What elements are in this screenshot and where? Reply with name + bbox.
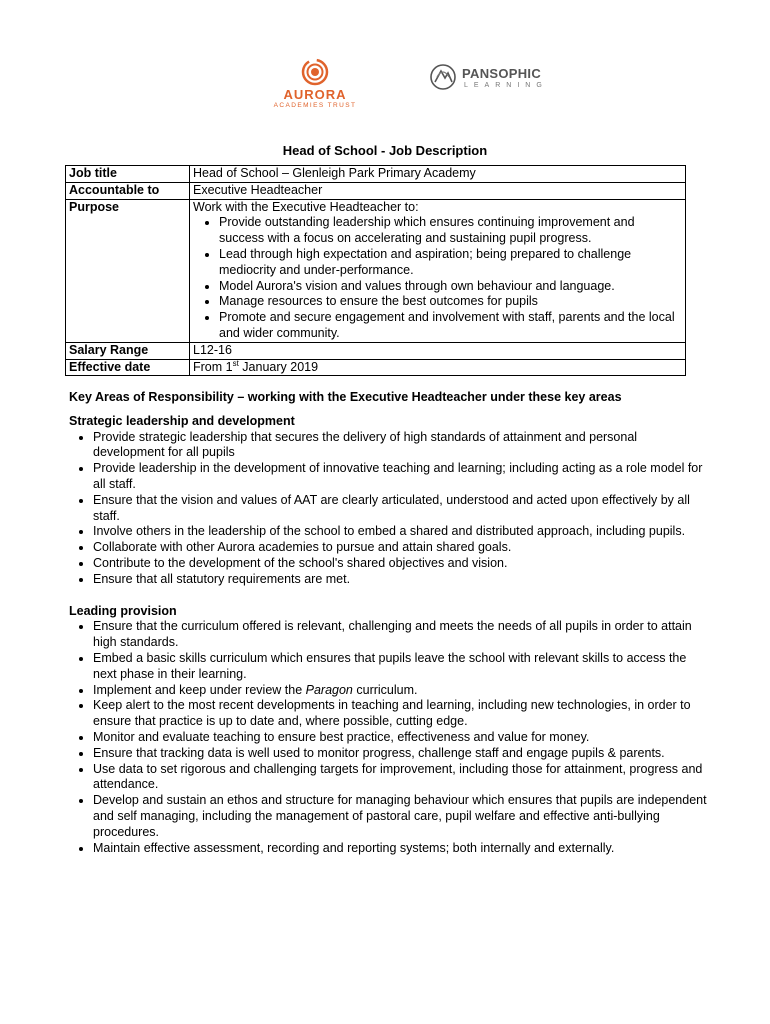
pansophic-emblem-icon: [428, 62, 458, 92]
paragon-before: Implement and keep under review the: [93, 682, 306, 697]
effective-date-label: Effective date: [66, 359, 190, 376]
purpose-label: Purpose: [66, 199, 190, 342]
effective-date-value: [190, 359, 686, 376]
purpose-value: [190, 199, 686, 342]
leading-list: [69, 619, 709, 856]
table-row-job-title: [66, 166, 686, 183]
purpose-item: • Promote and secure engagement and involvement with staff, parents and the local and wider community.: [219, 310, 682, 342]
job-title-label: Job title: [66, 166, 190, 183]
job-details-table: [65, 165, 686, 376]
list-item: • Keep alert to the most recent developments in teaching and learning, including new technologies, in order to ensure that practice is up to date and, where possible, cutting edge.: [93, 698, 709, 730]
list-item-paragon: [93, 683, 709, 699]
list-item: • Ensure that the curriculum offered is relevant, challenging and meets the needs of all pupils in order to attain high standards.: [93, 619, 709, 651]
list-item: • Embed a basic skills curriculum which ensures that pupils leave the school with relevant skills to access the next phase in their learning.: [93, 651, 709, 683]
purpose-item: • Lead through high expectation and aspiration; being prepared to challenge mediocrity and under-performance.: [219, 247, 682, 279]
pansophic-logo-name: PANSOPHIC: [462, 66, 542, 81]
purpose-intro: Work with the Executive Headteacher to:: [193, 199, 419, 214]
aurora-logo-name: AURORA: [283, 87, 347, 102]
pansophic-logo: [428, 62, 558, 98]
responsibilities-section: [69, 390, 709, 856]
table-row-salary: [66, 342, 686, 359]
list-item: • Provide leadership in the development of innovative teaching and learning; including acting as a role model for all staff.: [93, 461, 709, 493]
list-item: • Develop and sustain an ethos and structure for managing behaviour which ensures that pupils are independent and self managing, including the management of pastoral care, pupil welfare and effective anti-bullying procedures.: [93, 793, 709, 840]
list-item: • Ensure that tracking data is well used to monitor progress, challenge staff and engage pupils & parents.: [93, 746, 709, 762]
key-areas-heading: Key Areas of Responsibility – working with the Executive Headteacher under these key areas: [69, 390, 622, 404]
salary-label: Salary Range: [66, 342, 190, 359]
purpose-item: • Provide outstanding leadership which ensures continuing improvement and success with a focus on accelerating and sustaining pupil progress.: [219, 215, 682, 247]
list-item: • Use data to set rigorous and challenging targets for improvement, including those for attainment, progress and attendance.: [93, 762, 709, 794]
purpose-item: • Model Aurora's vision and values through own behaviour and language.: [219, 279, 682, 295]
list-item: • Collaborate with other Aurora academies to pursue and attain shared goals.: [93, 540, 709, 556]
job-title-value: Head of School – Glenleigh Park Primary Academy: [190, 166, 686, 183]
aurora-sun-icon: [298, 58, 332, 86]
accountable-value: Executive Headteacher: [190, 182, 686, 199]
effective-date-suffix: January 2019: [238, 359, 319, 374]
strategic-heading: Strategic leadership and development: [69, 413, 295, 428]
aurora-logo-subtitle: ACADEMIES TRUST: [273, 102, 357, 109]
list-item: • Contribute to the development of the school's shared objectives and vision.: [93, 556, 709, 572]
leading-heading: Leading provision: [69, 603, 177, 618]
paragon-italic: Paragon: [305, 682, 353, 697]
list-item: • Involve others in the leadership of the school to embed a shared and distributed approach, including pupils.: [93, 524, 709, 540]
table-row-purpose: [66, 199, 686, 342]
accountable-label: Accountable to: [66, 182, 190, 199]
list-item: • Provide strategic leadership that secures the delivery of high standards of attainment and personal development for all pupils: [93, 430, 709, 462]
effective-date-prefix: From 1: [193, 359, 233, 374]
salary-value: L12-16: [190, 342, 686, 359]
pansophic-logo-subtitle: LEARNING: [464, 82, 548, 89]
list-item: • Maintain effective assessment, recording and reporting systems; both internally and externally.: [93, 841, 709, 857]
purpose-item: • Manage resources to ensure the best outcomes for pupils: [219, 294, 682, 310]
purpose-list: [193, 215, 682, 341]
list-item: • Ensure that the vision and values of AAT are clearly articulated, understood and acted upon effectively by all staff.: [93, 493, 709, 525]
paragon-after: curriculum.: [352, 682, 418, 697]
document-title: Head of School - Job Description: [282, 143, 488, 158]
table-row-effective-date: [66, 359, 686, 376]
effective-date-ordinal: st: [232, 358, 239, 368]
list-item: • Ensure that all statutory requirements are met.: [93, 572, 709, 588]
strategic-list: [69, 430, 709, 588]
list-item: • Monitor and evaluate teaching to ensure best practice, effectiveness and value for money.: [93, 730, 709, 746]
table-row-accountable: [66, 182, 686, 199]
aurora-logo: [260, 58, 370, 118]
